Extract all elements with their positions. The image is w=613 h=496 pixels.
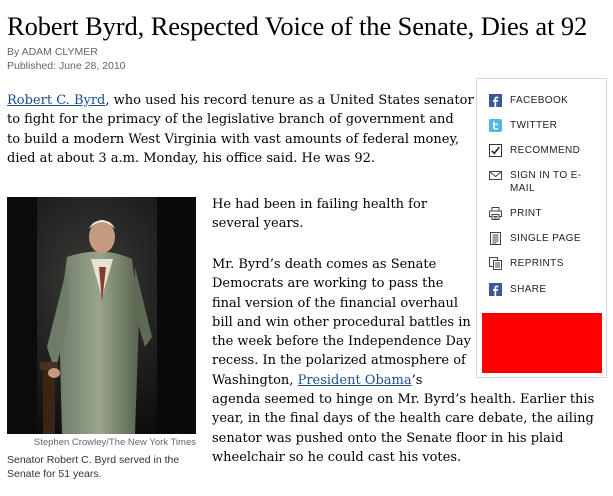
para2-line-5: the week before the Independence Day — [212, 334, 471, 350]
photo-credit: Stephen Crowley/The New York Times — [33, 437, 196, 448]
para2-line-9: year, in the final days of the health care debate, the ailing — [212, 411, 594, 427]
share-button[interactable] — [489, 283, 546, 296]
para2-line-11: wheelchair so he could cast his votes. — [212, 449, 462, 465]
share-icon — [489, 283, 502, 296]
reprints-icon — [489, 257, 502, 270]
president-obama-link[interactable]: President Obama — [297, 372, 412, 388]
reprints-label: REPRINTS — [510, 258, 564, 269]
byline-block — [7, 45, 126, 73]
checkbox-icon — [489, 144, 502, 157]
share-label: SHARE — [510, 284, 547, 295]
para2-line-4: bill and win other procedural battles in — [212, 314, 471, 330]
lead-line-3: to build a modern West Virginia with vast amounts of federal money, — [7, 131, 460, 147]
single-page-icon — [489, 232, 502, 245]
para2-line-10: senator was pushed onto the Senate floor in his plaid — [212, 430, 564, 446]
robert-byrd-link[interactable]: Robert C. Byrd — [7, 93, 106, 108]
single-page-label: SINGLE PAGE — [510, 233, 581, 244]
twitter-icon — [489, 119, 502, 132]
para2-line-7-text: Washington, — [212, 372, 298, 388]
email-label — [510, 169, 582, 195]
para2-line-6: recess. In the polarized atmosphere of — [212, 353, 466, 369]
para1-line-2: several years. — [212, 216, 304, 232]
facebook-button[interactable] — [489, 94, 568, 107]
para2-line-1: Mr. Byrd’s death comes as Senate — [212, 257, 437, 272]
para2-line-7-suffix: ’s — [411, 372, 423, 388]
headline: Robert Byrd, Respected Voice of the Senate, Dies at 92 — [7, 11, 588, 41]
twitter-button[interactable] — [489, 119, 557, 132]
lead-line-1 — [7, 91, 472, 110]
lead-line-4: died at about 3 a.m. Monday, his office said. He was 92. — [7, 150, 376, 166]
para1-line-1: He had been in failing health for — [212, 197, 428, 212]
para2-line-7 — [212, 371, 474, 390]
photo-caption — [7, 453, 197, 481]
envelope-icon — [489, 169, 502, 182]
senator-portrait-image — [7, 197, 196, 434]
author-byline: By ADAM CLYMER — [7, 46, 98, 58]
para2-line-8: agenda seemed to hinge on Mr. Byrd’s health. Earlier this — [212, 392, 595, 408]
printer-icon — [489, 207, 502, 220]
caption-line-2: Senate for 51 years. — [7, 468, 102, 480]
facebook-icon — [489, 94, 502, 107]
lead-paragraph — [7, 91, 472, 168]
recommend-button[interactable] — [489, 144, 580, 157]
published-date: Published: June 28, 2010 — [7, 60, 126, 72]
reprints-button[interactable] — [489, 257, 564, 270]
email-label-line-2: MAIL — [510, 183, 535, 194]
recommend-label: RECOMMEND — [510, 145, 581, 156]
email-button[interactable] — [489, 169, 582, 195]
para2-line-3: final version of the financial overhaul — [212, 295, 459, 311]
caption-line-1: Senator Robert C. Byrd served in the — [7, 454, 180, 466]
advertisement-placeholder[interactable] — [482, 313, 602, 373]
print-label: PRINT — [510, 208, 542, 219]
twitter-label: TWITTER — [510, 120, 558, 131]
facebook-label: FACEBOOK — [510, 95, 569, 106]
para2-line-2: Democrats are working to pass the — [212, 276, 444, 292]
lead-line-2: to fight for the primacy of the legislative branch of government and — [7, 112, 454, 128]
lead-line-1-text: , who used his record tenure as a United States senator — [105, 93, 474, 108]
article-photo[interactable] — [7, 197, 196, 434]
email-label-line-1: SIGN IN TO E- — [510, 170, 582, 181]
paragraph-2 — [212, 195, 474, 234]
single-page-button[interactable] — [489, 232, 581, 245]
article-tools-panel — [476, 78, 607, 378]
print-button[interactable] — [489, 207, 542, 220]
